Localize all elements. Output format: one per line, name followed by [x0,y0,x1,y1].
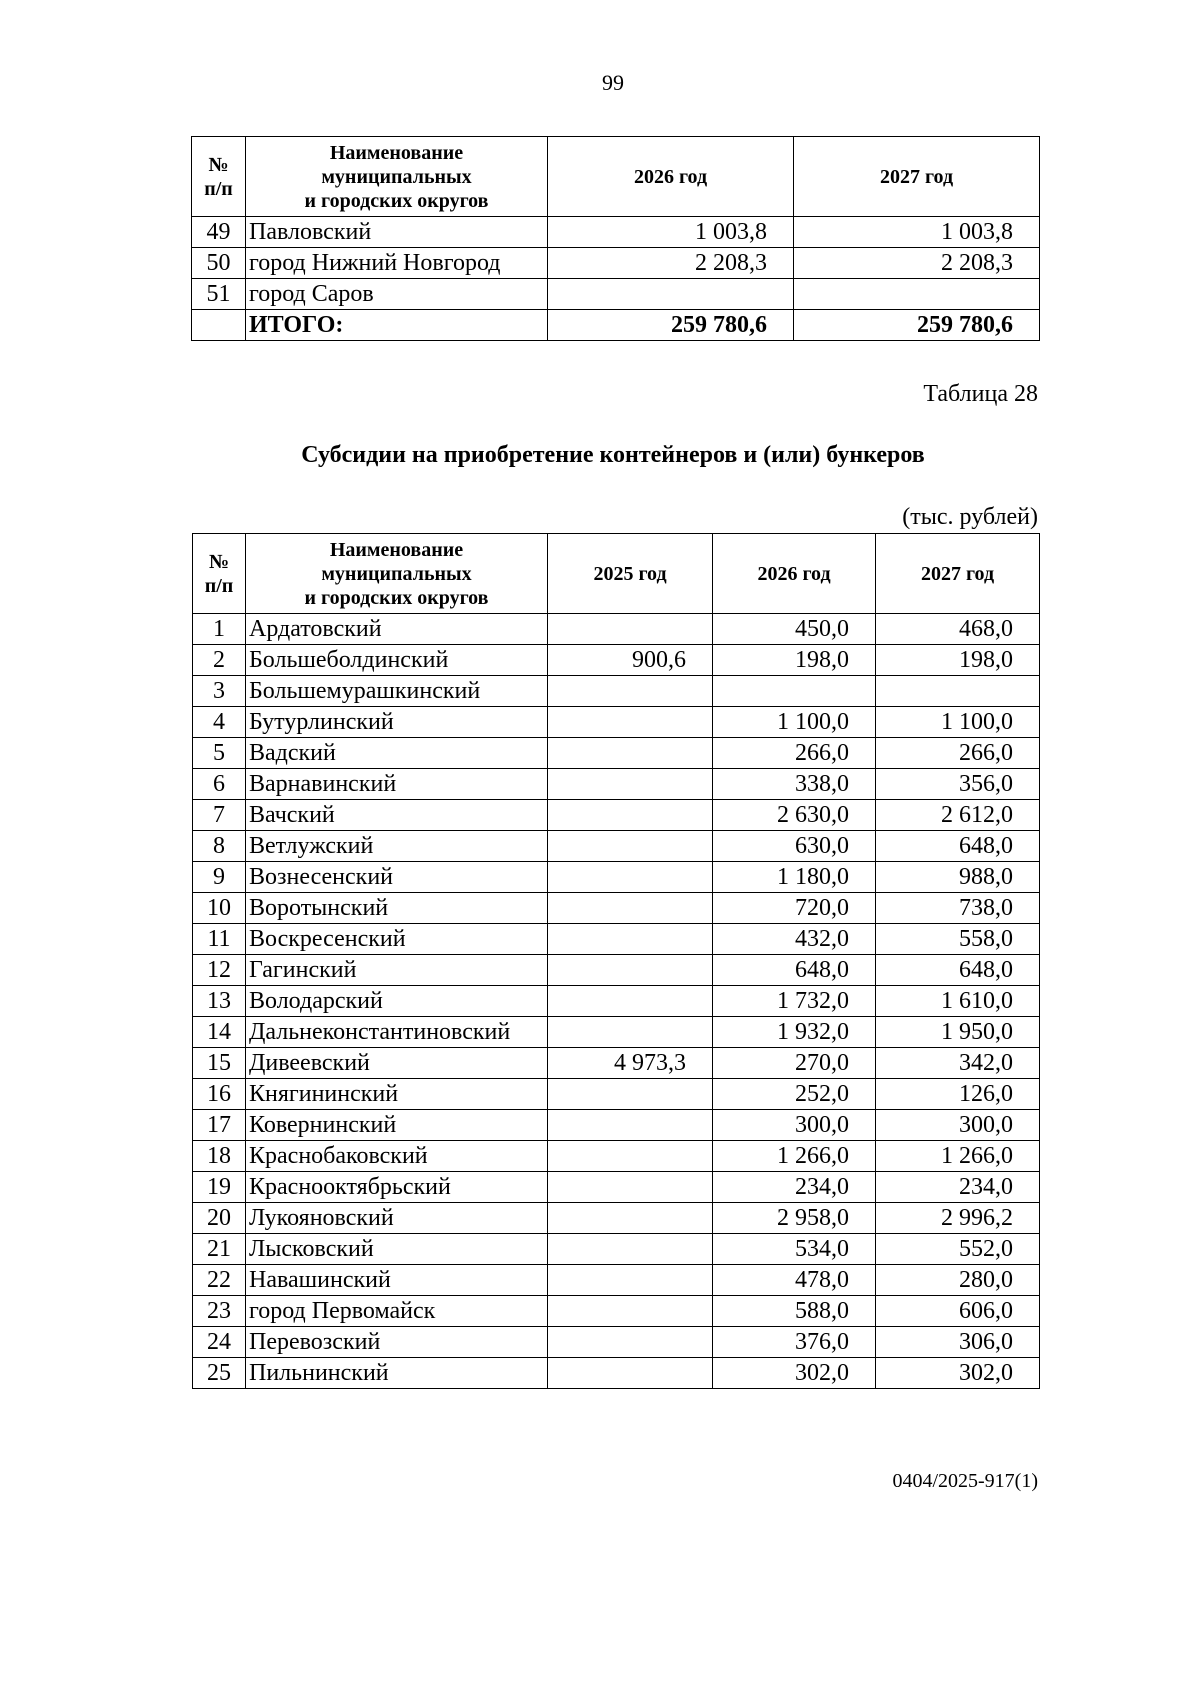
row-name: Большемурашкинский [246,676,548,707]
row-number: 12 [193,955,246,986]
row-value-2025 [548,676,713,707]
row-value-2026: 432,0 [713,924,876,955]
row-value-2027: 280,0 [876,1265,1040,1296]
row-number: 14 [193,1017,246,1048]
table-row [193,707,1040,738]
row-name: Павловский [246,217,548,248]
table-row [193,1203,1040,1234]
row-value-2027: 648,0 [876,955,1040,986]
row-number: 4 [193,707,246,738]
table-row [192,248,1040,279]
row-value-2026: 266,0 [713,738,876,769]
table-row [193,738,1040,769]
row-number: 20 [193,1203,246,1234]
row-value-2027: 552,0 [876,1234,1040,1265]
row-value-2026: 252,0 [713,1079,876,1110]
header-2027: 2027 год [876,534,1040,614]
row-name: Вачский [246,800,548,831]
table-title: Субсидии на приобретение контейнеров и (или) бункеров [301,442,925,468]
table-row [193,893,1040,924]
row-value-2027: 738,0 [876,893,1040,924]
table-row [193,862,1040,893]
header-num [193,534,246,614]
row-value-2025 [548,1265,713,1296]
row-number: 18 [193,1141,246,1172]
row-name: Большеболдинский [246,645,548,676]
row-name: Лысковский [246,1234,548,1265]
row-number: 13 [193,986,246,1017]
table-row [193,955,1040,986]
row-value-2026: 338,0 [713,769,876,800]
header-name-line: и городских округов [304,189,489,212]
total-2026: 259 780,6 [548,310,794,341]
row-value-2027: 2 208,3 [794,248,1040,279]
table-row [193,986,1040,1017]
row-name: город Нижний Новгород [246,248,548,279]
row-value-2025 [548,893,713,924]
header-name-line: муниципальных [321,562,472,585]
row-number: 16 [193,1079,246,1110]
units-label: (тыс. рублей) [902,504,1038,530]
row-value-2025 [548,1203,713,1234]
row-value-2026: 1 266,0 [713,1141,876,1172]
row-value-2027: 302,0 [876,1358,1040,1389]
table-row [193,1265,1040,1296]
row-name: Навашинский [246,1265,548,1296]
row-value-2026: 2 958,0 [713,1203,876,1234]
row-number: 5 [193,738,246,769]
row-value-2026: 478,0 [713,1265,876,1296]
row-number: 15 [193,1048,246,1079]
row-value-2027: 2 996,2 [876,1203,1040,1234]
row-value-2026: 1 003,8 [548,217,794,248]
row-number: 23 [193,1296,246,1327]
table-row [193,1079,1040,1110]
row-value-2027: 234,0 [876,1172,1040,1203]
row-value-2025 [548,614,713,645]
row-value-2026: 588,0 [713,1296,876,1327]
row-value-2026: 234,0 [713,1172,876,1203]
row-value-2025 [548,1110,713,1141]
total-2027: 259 780,6 [794,310,1040,341]
row-number: 3 [193,676,246,707]
row-value-2027 [794,279,1040,310]
row-value-2025 [548,955,713,986]
row-name: Ковернинский [246,1110,548,1141]
row-value-2026: 720,0 [713,893,876,924]
table-row [193,645,1040,676]
row-name: Краснобаковский [246,1141,548,1172]
table-row [192,217,1040,248]
row-value-2025 [548,738,713,769]
total-label: ИТОГО: [246,310,548,341]
table-row [193,1358,1040,1389]
row-name: Ветлужский [246,831,548,862]
row-name: Перевозский [246,1327,548,1358]
row-value-2027: 1 610,0 [876,986,1040,1017]
row-value-2025 [548,862,713,893]
row-value-2025 [548,1358,713,1389]
row-value-2026: 630,0 [713,831,876,862]
header-num-line: п/п [204,574,234,597]
row-name: Гагинский [246,955,548,986]
row-value-2027: 988,0 [876,862,1040,893]
row-number: 25 [193,1358,246,1389]
row-name: Володарский [246,986,548,1017]
row-value-2027: 558,0 [876,924,1040,955]
row-number: 6 [193,769,246,800]
row-value-2027: 300,0 [876,1110,1040,1141]
row-name: Воротынский [246,893,548,924]
header-num-line: № [208,153,229,176]
header-name-line: муниципальных [321,165,472,188]
row-value-2027: 606,0 [876,1296,1040,1327]
row-value-2025 [548,800,713,831]
row-number: 50 [192,248,246,279]
row-value-2027: 2 612,0 [876,800,1040,831]
row-value-2026: 1 100,0 [713,707,876,738]
table-row [193,1172,1040,1203]
row-value-2025 [548,1327,713,1358]
table-row [192,279,1040,310]
header-name [246,534,548,614]
row-value-2027: 266,0 [876,738,1040,769]
row-number: 8 [193,831,246,862]
table-row [193,1296,1040,1327]
row-name: Дивеевский [246,1048,548,1079]
row-value-2026 [713,676,876,707]
header-2026: 2026 год [713,534,876,614]
row-value-2026: 300,0 [713,1110,876,1141]
header-num-line: п/п [204,177,233,200]
row-value-2025 [548,707,713,738]
row-value-2025 [548,1079,713,1110]
row-value-2026: 534,0 [713,1234,876,1265]
header-2026: 2026 год [548,137,794,217]
row-value-2027: 342,0 [876,1048,1040,1079]
table-row [193,1017,1040,1048]
row-value-2027: 1 003,8 [794,217,1040,248]
row-number: 49 [192,217,246,248]
total-num [192,310,246,341]
table-header-row [192,137,1040,217]
row-name: Пильнинский [246,1358,548,1389]
table-row [193,1048,1040,1079]
table-row [193,676,1040,707]
row-value-2026: 198,0 [713,645,876,676]
table-number: Таблица 28 [923,381,1038,407]
row-value-2025 [548,924,713,955]
row-name: Ардатовский [246,614,548,645]
row-value-2027: 1 100,0 [876,707,1040,738]
row-value-2025 [548,769,713,800]
row-value-2027 [876,676,1040,707]
row-value-2027: 1 266,0 [876,1141,1040,1172]
row-number: 19 [193,1172,246,1203]
row-value-2026: 450,0 [713,614,876,645]
header-2027: 2027 год [794,137,1040,217]
row-value-2025 [548,1296,713,1327]
header-name [246,137,548,217]
header-name-line: Наименование [329,141,464,164]
row-value-2025: 900,6 [548,645,713,676]
row-value-2027: 198,0 [876,645,1040,676]
row-value-2025 [548,1172,713,1203]
row-value-2027: 306,0 [876,1327,1040,1358]
row-name: Бутурлинский [246,707,548,738]
row-name: Вознесенский [246,862,548,893]
table-row [193,1141,1040,1172]
header-num-line: № [208,550,230,573]
header-num [192,137,246,217]
row-name: Лукояновский [246,1203,548,1234]
header-name-line: и городских округов [304,586,489,609]
table-continuation [191,136,1040,341]
row-name: Краснооктябрьский [246,1172,548,1203]
row-name: Воскресенский [246,924,548,955]
row-value-2027: 126,0 [876,1079,1040,1110]
row-value-2027: 648,0 [876,831,1040,862]
row-value-2027: 468,0 [876,614,1040,645]
row-value-2027: 356,0 [876,769,1040,800]
table-row [193,614,1040,645]
row-value-2026: 648,0 [713,955,876,986]
row-value-2026: 376,0 [713,1327,876,1358]
row-value-2026: 1 732,0 [713,986,876,1017]
row-number: 2 [193,645,246,676]
header-name-line: Наименование [329,538,464,561]
row-name: город Первомайск [246,1296,548,1327]
table-row [193,1110,1040,1141]
page-number: 99 [602,70,624,95]
document-code: 0404/2025-917(1) [892,1470,1038,1492]
table-row [193,769,1040,800]
row-name: Княгининский [246,1079,548,1110]
row-number: 11 [193,924,246,955]
header-2025: 2025 год [548,534,713,614]
row-number: 24 [193,1327,246,1358]
row-value-2025 [548,986,713,1017]
row-value-2025 [548,1141,713,1172]
table-row [193,1327,1040,1358]
subsidies-table [192,533,1040,1389]
table-row [193,924,1040,955]
row-value-2026: 1 932,0 [713,1017,876,1048]
row-value-2026 [548,279,794,310]
row-name: Дальнеконстантиновский [246,1017,548,1048]
row-value-2026: 270,0 [713,1048,876,1079]
row-value-2025: 4 973,3 [548,1048,713,1079]
row-name: город Саров [246,279,548,310]
row-number: 22 [193,1265,246,1296]
row-value-2025 [548,831,713,862]
table-row [193,831,1040,862]
row-name: Вадский [246,738,548,769]
row-value-2027: 1 950,0 [876,1017,1040,1048]
row-value-2026: 302,0 [713,1358,876,1389]
table-row [193,1234,1040,1265]
row-value-2026: 1 180,0 [713,862,876,893]
row-number: 51 [192,279,246,310]
row-number: 21 [193,1234,246,1265]
row-number: 10 [193,893,246,924]
row-number: 9 [193,862,246,893]
row-number: 1 [193,614,246,645]
row-value-2026: 2 630,0 [713,800,876,831]
row-value-2026: 2 208,3 [548,248,794,279]
table-header-row [193,534,1040,614]
row-number: 7 [193,800,246,831]
row-value-2025 [548,1234,713,1265]
total-row [192,310,1040,341]
row-number: 17 [193,1110,246,1141]
row-name: Варнавинский [246,769,548,800]
table-row [193,800,1040,831]
row-value-2025 [548,1017,713,1048]
